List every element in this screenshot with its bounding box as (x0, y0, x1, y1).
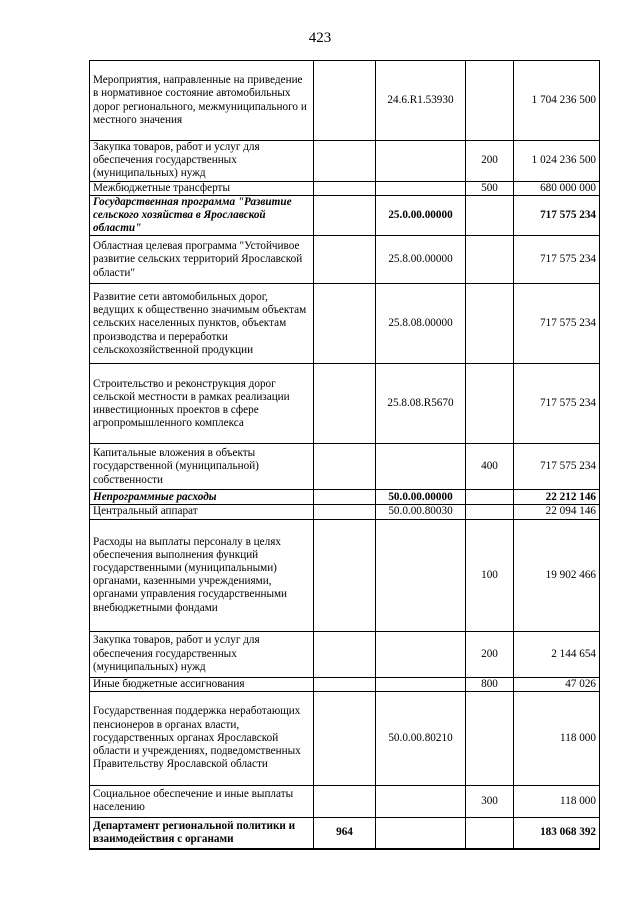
table-row (90, 444, 600, 490)
row-department (314, 490, 376, 505)
row-amount: 118 000 (514, 785, 600, 817)
budget-table (89, 60, 600, 850)
row-code (376, 141, 466, 182)
row-expense-type: 100 (466, 519, 514, 631)
row-name: Государственная поддержка неработающих пенсионеров в органах власти, государственных органах Ярославской области и учреждениях, подведомственных Правительству Ярославской области (90, 691, 314, 785)
row-expense-type: 400 (466, 444, 514, 490)
row-department (314, 519, 376, 631)
row-expense-type (466, 505, 514, 519)
row-code: 25.8.08.00000 (376, 284, 466, 364)
row-expense-type (466, 817, 514, 849)
row-code: 25.8.00.00000 (376, 236, 466, 284)
row-expense-type: 500 (466, 181, 514, 195)
row-amount: 680 000 000 (514, 181, 600, 195)
table-row (90, 284, 600, 364)
row-amount: 47 026 (514, 677, 600, 691)
row-department (314, 195, 376, 236)
table-row (90, 677, 600, 691)
row-expense-type: 200 (466, 631, 514, 677)
row-expense-type (466, 691, 514, 785)
row-expense-type (466, 195, 514, 236)
table-row (90, 61, 600, 141)
row-department (314, 691, 376, 785)
row-name: Закупка товаров, работ и услуг для обеспечения государственных (муниципальных) нужд (90, 631, 314, 677)
row-amount: 22 094 146 (514, 505, 600, 519)
row-amount: 717 575 234 (514, 236, 600, 284)
row-amount: 183 068 392 (514, 817, 600, 849)
row-amount: 717 575 234 (514, 444, 600, 490)
row-name: Капитальные вложения в объекты государственной (муниципальной) собственности (90, 444, 314, 490)
row-name: Государственная программа "Развитие сельского хозяйства в Ярославской области" (90, 195, 314, 236)
row-code (376, 444, 466, 490)
row-name: Мероприятия, направленные на приведение в нормативное состояние автомобильных дорог регионального, межмуниципального и местного значения (90, 61, 314, 141)
row-expense-type: 300 (466, 785, 514, 817)
row-department (314, 631, 376, 677)
row-amount: 717 575 234 (514, 195, 600, 236)
row-expense-type: 200 (466, 141, 514, 182)
row-name: Межбюджетные трансферты (90, 181, 314, 195)
row-amount: 1 024 236 500 (514, 141, 600, 182)
row-expense-type (466, 490, 514, 505)
table-row (90, 631, 600, 677)
row-name: Развитие сети автомобильных дорог, ведущих к общественно значимым объектам сельских населенных пунктов, объектам производства и переработки сельскохозяйственной продукции (90, 284, 314, 364)
table-row (90, 785, 600, 817)
row-name: Социальное обеспечение и иные выплаты населению (90, 785, 314, 817)
table-row (90, 519, 600, 631)
table-row (90, 141, 600, 182)
budget-table-body (90, 61, 600, 850)
row-code (376, 677, 466, 691)
row-expense-type (466, 284, 514, 364)
row-amount: 118 000 (514, 691, 600, 785)
table-row (90, 195, 600, 236)
table-row (90, 236, 600, 284)
row-code (376, 519, 466, 631)
row-department (314, 61, 376, 141)
row-amount: 19 902 466 (514, 519, 600, 631)
row-code (376, 631, 466, 677)
row-amount: 717 575 234 (514, 284, 600, 364)
row-amount: 2 144 654 (514, 631, 600, 677)
row-name: Департамент региональной политики и взаимодействия с органами (90, 817, 314, 849)
table-row (90, 817, 600, 849)
row-department (314, 364, 376, 444)
row-department (314, 444, 376, 490)
table-row (90, 181, 600, 195)
row-code: 50.0.00.00000 (376, 490, 466, 505)
table-row (90, 505, 600, 519)
row-expense-type (466, 61, 514, 141)
row-department: 964 (314, 817, 376, 849)
row-code (376, 785, 466, 817)
row-department (314, 284, 376, 364)
row-department (314, 785, 376, 817)
table-row (90, 490, 600, 505)
row-department (314, 236, 376, 284)
row-name: Закупка товаров, работ и услуг для обеспечения государственных (муниципальных) нужд (90, 141, 314, 182)
row-name: Расходы на выплаты персоналу в целях обеспечения выполнения функций государственными (муниципальными) органами, казенными учреждениями, органами управления государственными внебюджетными фондами (90, 519, 314, 631)
row-code: 50.0.00.80210 (376, 691, 466, 785)
row-expense-type (466, 364, 514, 444)
row-name: Строительство и реконструкция дорог сельской местности в рамках реализации инвестиционных проектов в сфере агропромышленного комплекса (90, 364, 314, 444)
row-code (376, 817, 466, 849)
row-amount: 1 704 236 500 (514, 61, 600, 141)
row-name: Центральный аппарат (90, 505, 314, 519)
row-expense-type: 800 (466, 677, 514, 691)
table-row (90, 364, 600, 444)
row-name: Непрограммные расходы (90, 490, 314, 505)
row-department (314, 505, 376, 519)
row-department (314, 141, 376, 182)
row-amount: 22 212 146 (514, 490, 600, 505)
table-row (90, 691, 600, 785)
row-code: 25.8.08.R5670 (376, 364, 466, 444)
row-code: 24.6.R1.53930 (376, 61, 466, 141)
row-amount: 717 575 234 (514, 364, 600, 444)
page-number: 423 (308, 30, 332, 46)
row-code (376, 181, 466, 195)
row-department (314, 181, 376, 195)
row-code: 50.0.00.80030 (376, 505, 466, 519)
row-name: Областная целевая программа "Устойчивое развитие сельских территорий Ярославской области" (90, 236, 314, 284)
row-code: 25.0.00.00000 (376, 195, 466, 236)
row-name: Иные бюджетные ассигнования (90, 677, 314, 691)
row-department (314, 677, 376, 691)
row-expense-type (466, 236, 514, 284)
